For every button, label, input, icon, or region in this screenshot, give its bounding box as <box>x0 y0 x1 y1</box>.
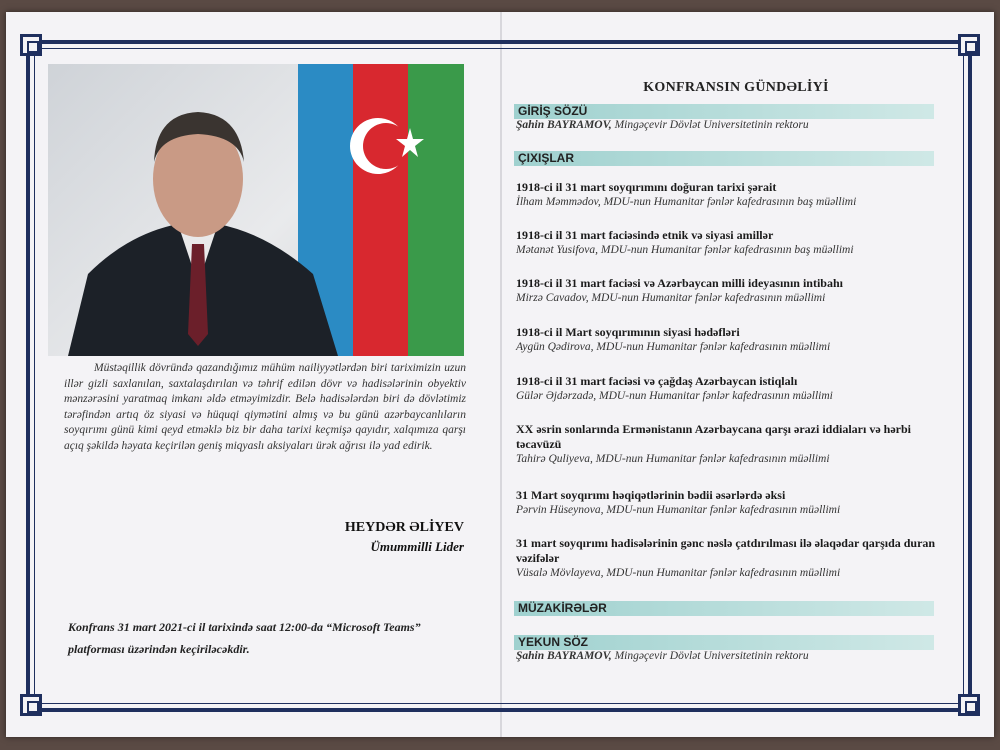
corner-ornament <box>20 34 42 56</box>
opening-heading: GİRİŞ SÖZÜ <box>514 104 934 119</box>
corner-ornament <box>20 694 42 716</box>
signature-role: Ümummilli Lider <box>370 539 464 554</box>
closing-speaker <box>516 649 956 664</box>
closing-heading: YEKUN SÖZ <box>514 635 934 650</box>
talk-title: 1918-ci il 31 mart faciəsi və Azərbaycan milli ideyasının intibahı <box>516 276 843 290</box>
talk-speaker: Aygün Qədirova, MDU-nun Humanitar fənlər kafedrasının müəllimi <box>516 341 831 353</box>
agenda-item <box>516 228 956 258</box>
opening-name: Şahin BAYRAMOV, <box>516 119 612 131</box>
talk-speaker: Vüsalə Mövlayeva, MDU-nun Humanitar fənlər kafedrasının müəllimi <box>516 567 841 579</box>
portrait-photo <box>48 64 464 356</box>
talk-title: 1918-ci il 31 mart soyqırımını doğuran tarixi şərait <box>516 180 777 194</box>
agenda-item <box>516 422 956 467</box>
signature-name: HEYDƏR ƏLİYEV <box>344 520 464 535</box>
agenda-item <box>516 180 956 210</box>
talks-heading: ÇIXIŞLAR <box>514 151 934 166</box>
discussion-heading: MÜZAKİRƏLƏR <box>514 601 934 616</box>
brochure-sheet <box>6 12 994 737</box>
agenda-item <box>516 536 956 581</box>
opening-speaker <box>516 118 956 133</box>
talk-title: 1918-ci il 31 mart faciəsi və çağdaş Azərbaycan istiqlalı <box>516 374 798 388</box>
closing-role: Mingəçevir Dövlət Universitetinin rektoru <box>611 650 809 662</box>
talk-speaker: Mirzə Cavadov, MDU-nun Humanitar fənlər kafedrasının müəllimi <box>516 292 826 304</box>
talk-title: 31 Mart soyqırımı həqiqətlərinin bədii əsərlərdə əksi <box>516 488 786 502</box>
agenda-item <box>516 276 956 306</box>
corner-ornament <box>958 34 980 56</box>
leader-quote: Müstəqillik dövründə qazandığımız mühüm nailiyyətlərdən biri tariximizin uzun illər gizli saxlanılan, saxtalaşdırılan və təhrif edilən dövr və hadisələrinin obyektiv mənzərəsini yaratmaq imkanı əldə etməyimizdir. Belə hadisələrdən biri də dövlətimiz tərəfindən artıq öz siyasi və hüquqi qiymətini almış və bu günü azərbaycanlıların soyqırımı günü kimi qeyd etməklə biz bir daha tarixi keçmişə qayıdır, xalqımıza qarşı açıq şəkildə həyata keçirilən geniş miqyaslı aksiyaları ürək ağrısı ilə yad edirik. <box>64 362 466 452</box>
agenda-title: KONFRANSIN GÜNDƏLİYİ <box>643 80 829 95</box>
agenda-item <box>516 325 956 355</box>
talk-title: 31 mart soyqırımı hadisələrinin gənc nəslə çatdırılması ilə əlaqədar qarşıda duran vəzifələr <box>516 536 936 565</box>
talk-title: 1918-ci il 31 mart faciəsində etnik və siyasi amillər <box>516 228 774 242</box>
talk-speaker: Tahirə Quliyeva, MDU-nun Humanitar fənlər kafedrasının müəllimi <box>516 453 830 465</box>
agenda-item <box>516 488 956 518</box>
leader-portrait <box>68 84 368 356</box>
talk-speaker: Pərvin Hüseynova, MDU-nun Humanitar fənlər kafedrasının müəllimi <box>516 504 841 516</box>
conference-note: Konfrans 31 mart 2021-ci il tarixində saat 12:00-da “Microsoft Teams” platforması üzərindən keçiriləcəkdir. <box>68 620 421 656</box>
talk-speaker: Gülər Əjdərzadə, MDU-nun Humanitar fənlər kafedrasının müəllimi <box>516 390 833 402</box>
talk-speaker: İlham Məmmədov, MDU-nun Humanitar fənlər kafedrasının baş müəllimi <box>516 196 857 208</box>
corner-ornament <box>958 694 980 716</box>
opening-role: Mingəçevir Dövlət Universitetinin rektoru <box>611 119 809 131</box>
talk-title: 1918-ci il Mart soyqırımının siyasi hədəfləri <box>516 325 740 339</box>
talk-title: XX əsrin sonlarında Ermənistanın Azərbaycana qarşı ərazi iddiaları və hərbi təcavüzü <box>516 422 911 451</box>
talk-speaker: Mətanət Yusifova, MDU-nun Humanitar fənlər kafedrasının baş müəllimi <box>516 244 854 256</box>
agenda-item <box>516 374 956 404</box>
closing-name: Şahin BAYRAMOV, <box>516 650 612 662</box>
